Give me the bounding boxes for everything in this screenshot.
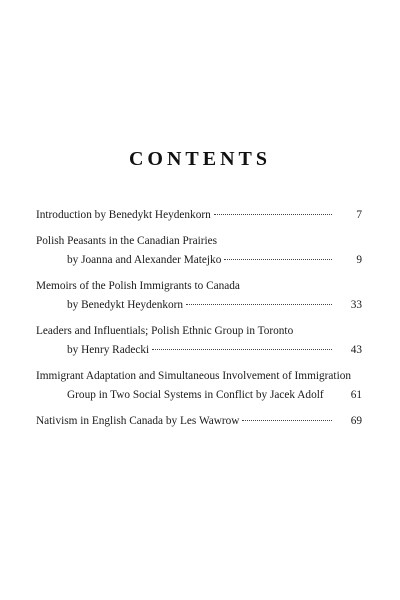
toc-entry-author: Group in Two Social Systems in Conflict by Jacek Adolf [67, 389, 324, 401]
toc-entry-author: by Joanna and Alexander Matejko [67, 254, 222, 266]
toc-entry-title: Nativism in English Canada by Les Wawrow [36, 415, 240, 427]
page-title: CONTENTS [128, 148, 272, 170]
page-number: 7 [356, 209, 362, 221]
toc-line [36, 232, 362, 251]
dot-leader [214, 214, 332, 215]
toc-line [36, 251, 362, 270]
toc-entry-author: by Henry Radecki [67, 344, 150, 356]
page-number: 9 [356, 254, 362, 266]
toc-line [36, 206, 362, 225]
toc-line [36, 341, 362, 360]
toc-entry-introduction[interactable] [36, 206, 362, 225]
dot-leader [186, 304, 332, 305]
toc-entry-author: by Benedykt Heydenkorn [67, 299, 184, 311]
toc-entry-title: Memoirs of the Polish Immigrants to Canada [36, 280, 240, 292]
toc-line [36, 296, 362, 315]
toc-entry-title: Leaders and Influentials; Polish Ethnic Group in Toronto [36, 325, 294, 337]
page-number: 69 [350, 415, 362, 427]
toc-entry-title: Introduction by Benedykt Heydenkorn [36, 209, 211, 221]
toc-entry-title: Polish Peasants in the Canadian Prairies [36, 235, 218, 247]
toc-entry-immigrant-adaptation[interactable] [36, 367, 362, 405]
page-number: 33 [350, 299, 362, 311]
dot-leader [224, 259, 332, 260]
dot-leader [242, 420, 332, 421]
toc-line [36, 277, 362, 296]
toc-line [36, 322, 362, 341]
toc-entry-polish-peasants[interactable] [36, 232, 362, 270]
dot-leader [152, 349, 332, 350]
toc-line [36, 386, 362, 405]
toc-line [36, 367, 362, 386]
page-number: 43 [350, 344, 362, 356]
toc-entry-memoirs[interactable] [36, 277, 362, 315]
table-of-contents [36, 206, 362, 431]
toc-entry-title: Immigrant Adaptation and Simultaneous Involvement of Immigration [36, 370, 351, 382]
toc-entry-leaders[interactable] [36, 322, 362, 360]
toc-line [36, 412, 362, 431]
toc-entry-nativism[interactable] [36, 412, 362, 431]
page-number: 61 [350, 389, 362, 401]
